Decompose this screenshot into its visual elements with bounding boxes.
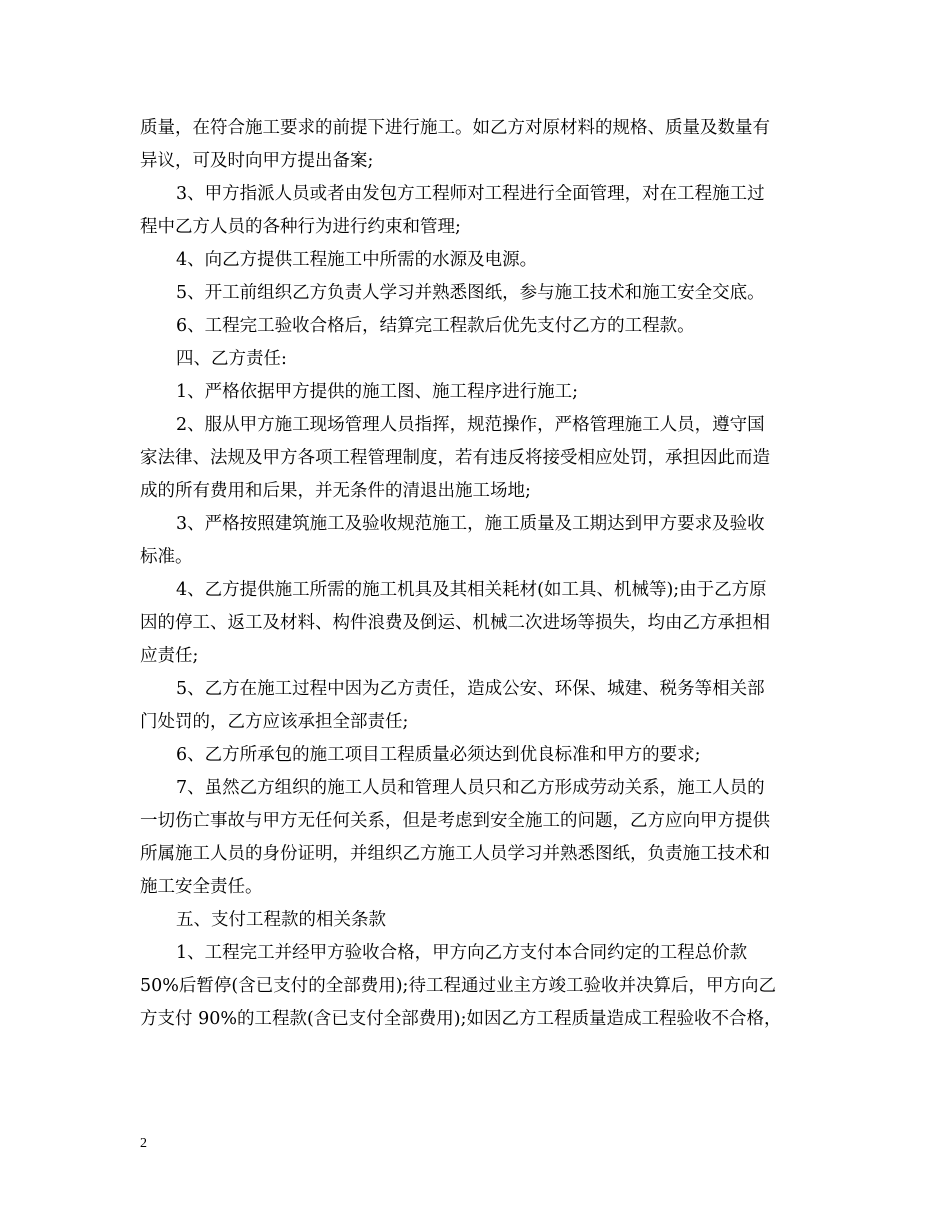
text-line: 3、严格按照建筑施工及验收规范施工，施工质量及工期达到甲方要求及验收 xyxy=(176,514,765,534)
text-line: 2、服从甲方施工现场管理人员指挥，规范操作，严格管理施工人员，遵守国 xyxy=(176,415,765,435)
text-line: 7、虽然乙方组织的施工人员和管理人员只和乙方形成劳动关系，施工人员的 xyxy=(176,778,765,798)
text-line: 6、乙方所承包的施工项目工程质量必须达到优良标准和甲方的要求; xyxy=(176,745,701,765)
text-line: 标准。 xyxy=(140,547,193,567)
text-line: 5、乙方在施工过程中因为乙方责任，造成公安、环保、城建、税务等相关部 xyxy=(176,679,765,699)
text-line: 异议，可及时向甲方提出备案; xyxy=(140,151,374,171)
text-line: 因的停工、返工及材料、构件浪费及倒运、机械二次进场等损失，均由乙方承担相 xyxy=(140,613,770,633)
document-body xyxy=(140,112,820,1036)
text-line: 4、乙方提供施工所需的施工机具及其相关耗材(如工具、机械等);由于乙方原 xyxy=(176,580,767,600)
text-line: 所属施工人员的身份证明，并组织乙方施工人员学习并熟悉图纸，负责施工技术和 xyxy=(140,844,770,864)
page-number: 2 xyxy=(140,1136,147,1151)
text-line: 门处罚的，乙方应该承担全部责任; xyxy=(140,712,409,732)
text-line: 方支付 90%的工程款(含已支付全部费用);如因乙方工程质量造成工程验收不合格， xyxy=(140,1009,782,1029)
text-line: 质量，在符合施工要求的前提下进行施工。如乙方对原材料的规格、质量及数量有 xyxy=(140,118,770,138)
text-line: 4、向乙方提供工程施工中所需的水源及电源。 xyxy=(176,250,538,270)
text-line: 家法律、法规及甲方各项工程管理制度，若有违反将接受相应处罚，承担因此而造 xyxy=(140,448,770,468)
text-line: 50%后暂停(含已支付的全部费用);待工程通过业主方竣工验收并决算后，甲方向乙 xyxy=(140,976,776,996)
text-line: 1、工程完工并经甲方验收合格，甲方向乙方支付本合同约定的工程总价款 xyxy=(176,943,748,963)
text-line: 6、工程完工验收合格后，结算完工程款后优先支付乙方的工程款。 xyxy=(176,316,695,336)
text-line: 一切伤亡事故与甲方无任何关系，但是考虑到安全施工的问题，乙方应向甲方提供 xyxy=(140,811,770,831)
text-line: 1、严格依据甲方提供的施工图、施工程序进行施工; xyxy=(176,382,579,402)
text-line: 程中乙方人员的各种行为进行约束和管理; xyxy=(140,217,461,237)
text-line: 应责任; xyxy=(140,646,199,666)
text-line: 五、支付工程款的相关条款 xyxy=(176,910,386,930)
text-line: 四、乙方责任: xyxy=(176,349,287,369)
text-line: 施工安全责任。 xyxy=(140,877,263,897)
text-line: 5、开工前组织乙方负责人学习并熟悉图纸，参与施工技术和施工安全交底。 xyxy=(176,283,765,303)
text-line: 成的所有费用和后果，并无条件的清退出施工场地; xyxy=(140,481,531,501)
text-line: 3、甲方指派人员或者由发包方工程师对工程进行全面管理，对在工程施工过 xyxy=(176,184,765,204)
